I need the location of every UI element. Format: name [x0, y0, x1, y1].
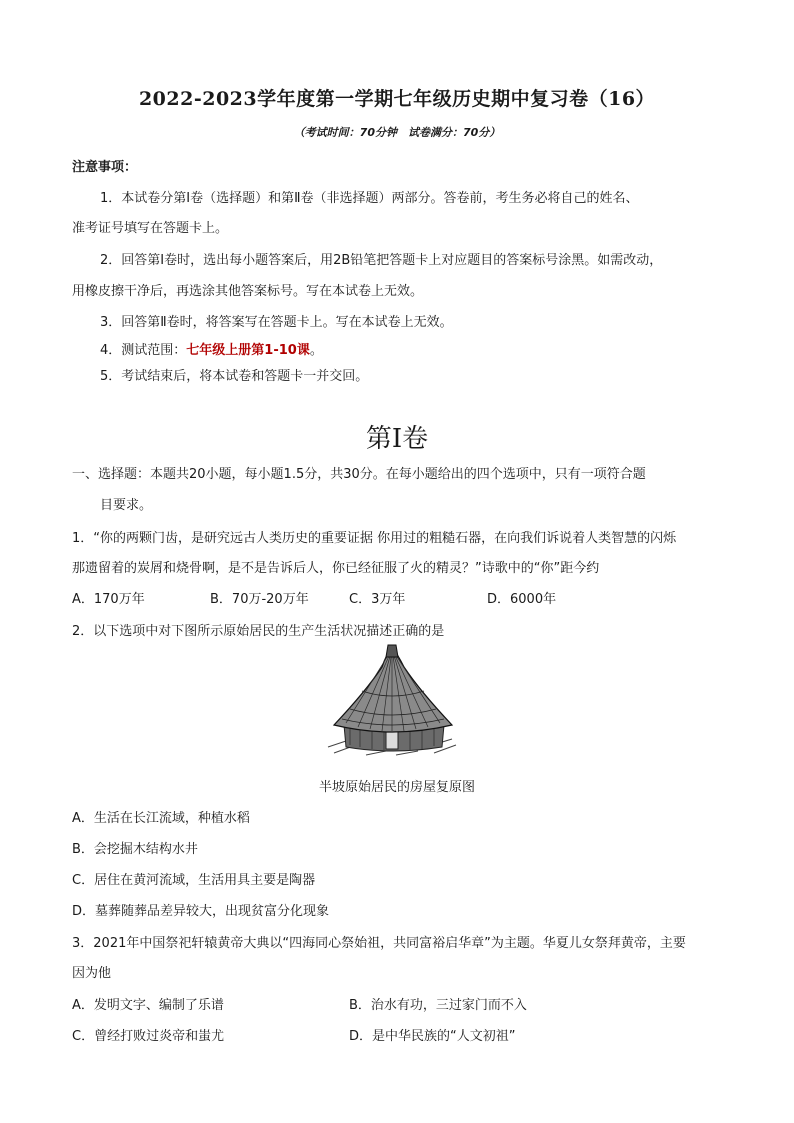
q2-option-c: C．居住在黄河流域，生活用具主要是陶器	[72, 873, 316, 888]
notice-item-4-prefix: 4．测试范围：	[100, 343, 187, 358]
notice-item-1-line-2: 准考证号填写在答题卡上。	[72, 221, 229, 236]
q3-stem-line-2: 因为他	[72, 966, 112, 981]
q1-option-b: B．70万-20万年	[210, 592, 309, 607]
q1-option-a: A．170万年	[72, 592, 145, 607]
q2-option-d: D．墓葬随葬品差异较大，出现贫富分化现象	[72, 904, 330, 919]
q1-stem-line-1: 1．“你的两颗门齿，是研究远古人类历史的重要证据 你用过的粗糙石器，在向我们诉说着人类智慧的闪烁	[72, 531, 677, 546]
notice-item-4-suffix: 。	[309, 343, 323, 358]
exam-title: 2022-2023学年度第一学期七年级历史期中复习卷（16）	[138, 88, 656, 110]
q3-option-b: B．治水有功，三过家门而不入	[349, 998, 527, 1013]
notice-item-2-line-2: 用橡皮擦干净后，再选涂其他答案标号。写在本试卷上无效。	[72, 284, 424, 299]
q3-stem-line-1: 3．2021年中国祭祀轩辕黄帝大典以“四海同心祭始祖，共同富裕启华章”为主题。华夏儿女祭拜黄帝，主要	[72, 936, 686, 951]
notice-heading: 注意事项：	[72, 160, 138, 175]
q2-option-a: A．生活在长江流域，种植水稻	[72, 811, 250, 826]
section-1-line-2: 目要求。	[100, 498, 153, 513]
notice-item-2-line-1: 2．回答第Ⅰ卷时，选出每小题答案后，用2B铅笔把答题卡上对应题目的答案标号涂黑。如需改动，	[100, 253, 663, 268]
notice-item-3: 3．回答第Ⅱ卷时，将答案写在答题卡上。写在本试卷上无效。	[100, 315, 453, 330]
notice-item-4	[100, 339, 323, 358]
q1-option-d: D．6000年	[487, 592, 557, 607]
banpo-house-illustration	[326, 643, 458, 763]
section-1-line-1: 一、选择题：本题共20小题，每小题1.5分，共30分。在每小题给出的四个选项中，只有一项符合题	[72, 467, 646, 482]
q3-option-a: A．发明文字、编制了乐谱	[72, 998, 224, 1013]
q2-option-b: B．会挖掘木结构水井	[72, 842, 198, 857]
volume-title: 第Ⅰ卷	[365, 424, 429, 454]
q3-option-d: D．是中华民族的“人文初祖”	[349, 1029, 516, 1044]
q1-option-c: C．3万年	[349, 592, 406, 607]
q2-stem: 2．以下选项中对下图所示原始居民的生产生活状况描述正确的是	[72, 624, 445, 639]
notice-item-1-line-1: 1．本试卷分第Ⅰ卷（选择题）和第Ⅱ卷（非选择题）两部分。答卷前，考生务必将自己的姓名、	[100, 191, 639, 206]
exam-subtitle: （考试时间：70分钟 试卷满分：70分）	[293, 126, 501, 139]
figure-caption: 半坡原始居民的房屋复原图	[318, 780, 475, 795]
notice-item-5: 5．考试结束后，将本试卷和答题卡一并交回。	[100, 369, 369, 384]
q3-option-c: C．曾经打败过炎帝和蚩尤	[72, 1029, 225, 1044]
q1-stem-line-2: 那遗留着的炭屑和烧骨啊，是不是告诉后人，你已经征服了火的精灵？”诗歌中的“你”距今约	[72, 561, 600, 576]
test-range: 七年级上册第1-10课	[186, 343, 310, 358]
